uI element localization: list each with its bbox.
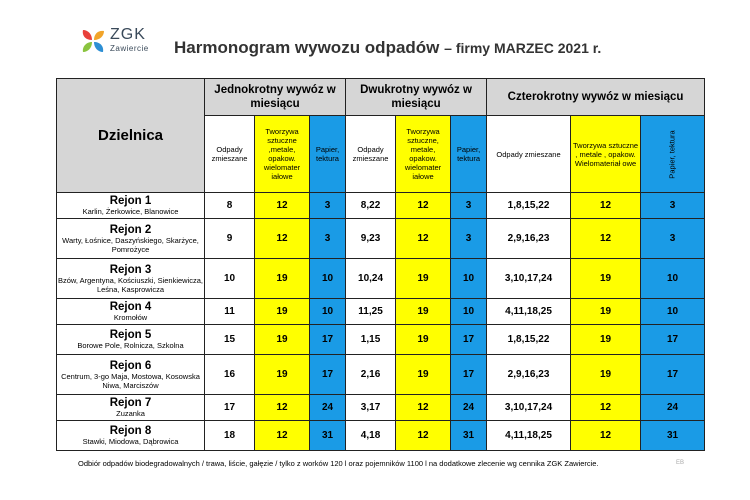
district-cell (57, 193, 205, 219)
title-sub: – firmy MARZEC 2021 r. (444, 40, 602, 56)
date-cell: 11,25 (346, 299, 396, 325)
date-cell: 17 (641, 355, 705, 395)
date-cell: 2,16 (346, 355, 396, 395)
title-main: Harmonogram wywozu odpadów (174, 38, 440, 57)
district-streets: Zuzanka (116, 409, 145, 418)
date-cell: 10,24 (346, 259, 396, 299)
date-cell: 3 (310, 219, 346, 259)
date-cell: 24 (310, 395, 346, 421)
date-cell: 1,15 (346, 325, 396, 355)
date-cell: 12 (396, 395, 451, 421)
date-cell: 12 (571, 421, 641, 451)
district-streets: Stawki, Miodowa, Dąbrowica (82, 437, 179, 446)
date-cell: 12 (396, 421, 451, 451)
district-name: Rejon 3 (109, 263, 152, 276)
subheader-mixed: Odpady zmieszane (487, 116, 571, 193)
table-row (57, 219, 705, 259)
date-cell: 19 (571, 355, 641, 395)
date-cell: 17 (310, 325, 346, 355)
date-cell: 12 (571, 193, 641, 219)
date-cell: 17 (310, 355, 346, 395)
subheader-plastics: Tworzywa sztuczne ,metale, opakow. wielomater iałowe (255, 116, 310, 193)
subheader-plastics: Tworzywa sztuczne, metale, opakow. wielomater iałowe (396, 116, 451, 193)
leaf-logo-icon (80, 28, 106, 54)
date-cell: 10 (205, 259, 255, 299)
date-cell: 12 (396, 219, 451, 259)
date-cell: 3 (641, 219, 705, 259)
date-cell: 9 (205, 219, 255, 259)
date-cell: 17 (205, 395, 255, 421)
date-cell: 2,9,16,23 (487, 219, 571, 259)
date-cell: 19 (255, 299, 310, 325)
date-cell: 19 (396, 355, 451, 395)
date-cell: 8,22 (346, 193, 396, 219)
schedule-body (57, 193, 705, 451)
date-cell: 3 (641, 193, 705, 219)
district-streets: Bzów, Argentyna, Kościuszki, Sienkiewicza, Leśna, Kasprowicza (57, 275, 204, 294)
district-streets: Warty, Łośnice, Daszyńskiego, Skarżyce, Pomrożyce (62, 235, 199, 254)
date-cell: 17 (451, 355, 487, 395)
district-name: Rejon 6 (109, 359, 152, 372)
zgk-logo (80, 26, 162, 60)
date-cell: 19 (396, 299, 451, 325)
date-cell: 4,11,18,25 (487, 421, 571, 451)
date-cell: 3,10,17,24 (487, 395, 571, 421)
date-cell: 1,8,15,22 (487, 325, 571, 355)
date-cell: 18 (205, 421, 255, 451)
district-cell (57, 299, 205, 325)
subheader-mixed: Odpady zmieszane (205, 116, 255, 193)
subheader-mixed: Odpady zmieszane (346, 116, 396, 193)
district-streets: Centrum, 3-go Maja, Mostowa, Kosowska Niwa, Marciszów (61, 371, 200, 390)
date-cell: 19 (571, 259, 641, 299)
date-cell: 10 (641, 299, 705, 325)
date-cell: 10 (310, 299, 346, 325)
date-cell: 17 (641, 325, 705, 355)
date-cell: 19 (255, 325, 310, 355)
footnote: Odbiór odpadów biodegradowalnych / trawa, liście, gałęzie / tylko z worków 120 l oraz pojemników 1100 l na dodatkowe zlecenie wg cennika ZGK Zawiercie. (78, 459, 599, 468)
date-cell: 10 (641, 259, 705, 299)
district-name: Rejon 5 (109, 329, 152, 341)
district-streets: Borowe Pole, Rolnicza, Szkolna (77, 341, 184, 350)
date-cell: 31 (451, 421, 487, 451)
date-cell: 17 (451, 325, 487, 355)
subheader-paper-rotated-text: Papier, tektura (668, 129, 678, 179)
date-cell: 10 (451, 259, 487, 299)
date-cell: 9,23 (346, 219, 396, 259)
district-streets: Kromołów (113, 313, 148, 322)
date-cell: 8 (205, 193, 255, 219)
signature-initials: EB (676, 460, 685, 466)
page-title (174, 38, 601, 58)
date-cell: 31 (641, 421, 705, 451)
district-cell (57, 355, 205, 395)
date-cell: 1,8,15,22 (487, 193, 571, 219)
date-cell: 3 (451, 219, 487, 259)
subheader-paper: Papier, tektura (451, 116, 487, 193)
date-cell: 19 (571, 325, 641, 355)
schedule-table (56, 78, 705, 451)
date-cell: 11 (205, 299, 255, 325)
date-cell: 15 (205, 325, 255, 355)
date-cell: 10 (451, 299, 487, 325)
district-name: Rejon 7 (109, 397, 152, 409)
date-cell: 19 (255, 355, 310, 395)
logo-name: ZGK (110, 26, 146, 43)
district-cell (57, 219, 205, 259)
group-header-2: Dwukrotny wywóz w miesiącu (346, 79, 487, 116)
district-name: Rejon 8 (109, 425, 152, 437)
date-cell: 12 (255, 193, 310, 219)
district-cell (57, 395, 205, 421)
date-cell: 4,11,18,25 (487, 299, 571, 325)
table-row (57, 299, 705, 325)
date-cell: 16 (205, 355, 255, 395)
date-cell: 31 (310, 421, 346, 451)
table-row (57, 259, 705, 299)
date-cell: 2,9,16,23 (487, 355, 571, 395)
district-name: Rejon 1 (109, 195, 152, 207)
date-cell: 19 (396, 325, 451, 355)
date-cell: 12 (571, 395, 641, 421)
table-row (57, 325, 705, 355)
district-cell (57, 421, 205, 451)
group-header-1: Jednokrotny wywóz w miesiącu (205, 79, 346, 116)
date-cell: 3 (310, 193, 346, 219)
subheader-paper (641, 116, 705, 193)
date-cell: 24 (641, 395, 705, 421)
district-cell (57, 259, 205, 299)
table-row (57, 355, 705, 395)
group-header-3: Czterokrotny wywóz w miesiącu (487, 79, 705, 116)
date-cell: 19 (255, 259, 310, 299)
subheader-paper: Papier, tektura (310, 116, 346, 193)
table-row (57, 421, 705, 451)
date-cell: 4,18 (346, 421, 396, 451)
district-header: Dzielnica (57, 79, 205, 193)
date-cell: 3,10,17,24 (487, 259, 571, 299)
district-name: Rejon 2 (109, 223, 152, 236)
table-row (57, 193, 705, 219)
date-cell: 12 (396, 193, 451, 219)
date-cell: 12 (255, 395, 310, 421)
date-cell: 3,17 (346, 395, 396, 421)
date-cell: 3 (451, 193, 487, 219)
date-cell: 19 (571, 299, 641, 325)
table-row (57, 395, 705, 421)
date-cell: 12 (255, 421, 310, 451)
district-cell (57, 325, 205, 355)
date-cell: 12 (255, 219, 310, 259)
date-cell: 19 (396, 259, 451, 299)
date-cell: 10 (310, 259, 346, 299)
district-name: Rejon 4 (109, 301, 152, 313)
logo-subtitle: Zawiercie (110, 44, 149, 53)
date-cell: 12 (571, 219, 641, 259)
date-cell: 24 (451, 395, 487, 421)
district-streets: Karlin, Żerkowice, Blanowice (82, 207, 179, 216)
subheader-plastics: Tworzywa sztuczne , metale , opakow. Wielomateriał owe (571, 116, 641, 193)
